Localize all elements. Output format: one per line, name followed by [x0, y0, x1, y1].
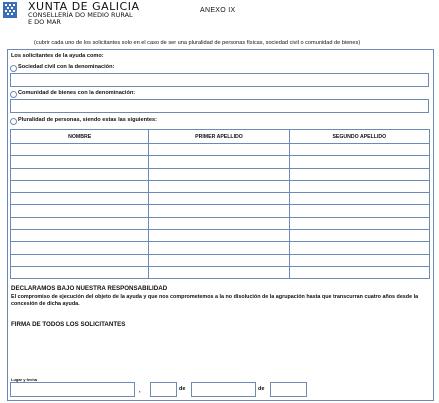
year-field[interactable] [270, 382, 307, 397]
brand-name: XUNTA DE GALICIA [28, 0, 140, 13]
first-surname-cell[interactable] [149, 193, 289, 205]
name-cell[interactable] [11, 156, 149, 168]
option-civil-society-label: Sociedad civil con la denominación: [18, 64, 115, 70]
name-cell[interactable] [11, 217, 149, 229]
second-surname-cell[interactable] [289, 242, 429, 254]
first-surname-cell[interactable] [149, 217, 289, 229]
second-surname-cell[interactable] [289, 217, 429, 229]
table-row [11, 230, 430, 242]
table-row [11, 156, 430, 168]
column-header-name: NOMBRE [11, 130, 149, 144]
name-cell[interactable] [11, 144, 149, 156]
department-line-2: E DO MAR [28, 18, 61, 26]
option-civil-society-radio[interactable] [10, 65, 17, 72]
name-cell[interactable] [11, 230, 149, 242]
first-surname-cell[interactable] [149, 144, 289, 156]
name-cell[interactable] [11, 205, 149, 217]
declaration-text: El compromiso de ejecución del objeto de la ayuda y que nos comprometemos a la no disolución de la agrupación hasta que transcurran cuatro años desde la concesión de dicha ayuda. [11, 294, 419, 307]
option-community-goods-radio[interactable] [10, 91, 17, 98]
second-surname-cell[interactable] [289, 168, 429, 180]
comma-separator: , [139, 388, 141, 394]
name-cell[interactable] [11, 193, 149, 205]
de-separator-2: de [258, 386, 265, 392]
second-surname-cell[interactable] [289, 156, 429, 168]
civil-society-name-field[interactable] [10, 73, 429, 87]
first-surname-cell[interactable] [149, 230, 289, 242]
first-surname-cell[interactable] [149, 168, 289, 180]
first-surname-cell[interactable] [149, 266, 289, 278]
option-plurality-label: Pluralidad de personas, siendo estas las siguientes: [18, 117, 157, 123]
first-surname-cell[interactable] [149, 242, 289, 254]
annex-title: ANEXO IX [200, 7, 236, 14]
table-row [11, 266, 430, 278]
name-cell[interactable] [11, 180, 149, 192]
column-header-first-surname: PRIMER APELLIDO [149, 130, 289, 144]
place-date-label: Lugar y fecha [11, 377, 38, 382]
signature-title: FIRMA DE TODOS LOS SOLICITANTES [11, 321, 126, 328]
first-surname-cell[interactable] [149, 205, 289, 217]
table-row [11, 168, 430, 180]
first-surname-cell[interactable] [149, 156, 289, 168]
table-row [11, 180, 430, 192]
second-surname-cell[interactable] [289, 230, 429, 242]
table-row [11, 217, 430, 229]
second-surname-cell[interactable] [289, 254, 429, 266]
table-row [11, 254, 430, 266]
de-separator-1: de [179, 386, 186, 392]
department-name [28, 12, 133, 26]
second-surname-cell[interactable] [289, 266, 429, 278]
second-surname-cell[interactable] [289, 180, 429, 192]
table-row [11, 193, 430, 205]
name-cell[interactable] [11, 242, 149, 254]
declaration-title: DECLARAMOS BAJO NUESTRA RESPONSABILIDAD [11, 285, 168, 292]
first-surname-cell[interactable] [149, 254, 289, 266]
applicants-intro: Los solicitantes de la ayuda como: [11, 53, 104, 59]
column-header-second-surname: SEGUNDO APELLIDO [289, 130, 429, 144]
table-row [11, 242, 430, 254]
second-surname-cell[interactable] [289, 144, 429, 156]
department-line-1: CONSELLERÍA DO MEDIO RURAL [28, 11, 133, 19]
second-surname-cell[interactable] [289, 193, 429, 205]
community-goods-name-field[interactable] [10, 99, 429, 113]
xunta-logo-icon [3, 2, 17, 18]
instruction-note: (cubrir cada uno de los solicitantes solo en el caso de ser una pluralidad de personas físicas, sociedad civil o comunidad de bienes) [34, 40, 361, 46]
option-plurality-radio[interactable] [10, 118, 17, 125]
option-community-goods-label: Comunidad de bienes con la denominación: [18, 90, 136, 96]
applicants-table [10, 129, 430, 279]
month-field[interactable] [191, 382, 256, 397]
table-row [11, 144, 430, 156]
place-field[interactable] [10, 382, 135, 397]
name-cell[interactable] [11, 266, 149, 278]
day-field[interactable] [150, 382, 177, 397]
name-cell[interactable] [11, 168, 149, 180]
table-row [11, 205, 430, 217]
second-surname-cell[interactable] [289, 205, 429, 217]
table-header-row [11, 130, 430, 144]
name-cell[interactable] [11, 254, 149, 266]
first-surname-cell[interactable] [149, 180, 289, 192]
